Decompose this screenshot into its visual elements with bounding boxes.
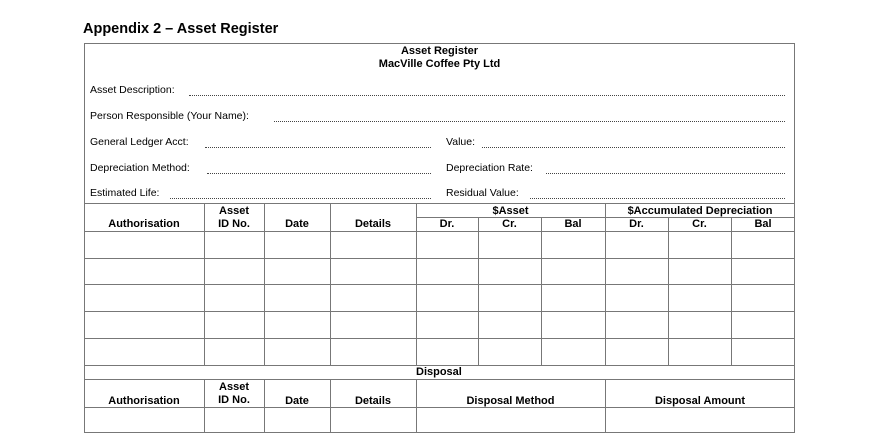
row-rule	[84, 338, 795, 339]
column-rule	[478, 217, 479, 365]
general-ledger-acct-field[interactable]	[205, 147, 431, 148]
col-authorisation: Authorisation	[108, 218, 180, 230]
depreciation-method-label: Depreciation Method:	[90, 162, 190, 174]
disposal-col-method: Disposal Method	[466, 395, 555, 407]
col-asset-group: $Asset	[492, 205, 529, 217]
col-asset-bal: Bal	[564, 218, 582, 230]
depreciation-rate-field[interactable]	[546, 173, 785, 174]
disposal-col-details: Details	[354, 395, 392, 407]
header-bottom-rule	[84, 231, 795, 232]
value-label: Value:	[446, 136, 475, 148]
value-field[interactable]	[482, 147, 785, 148]
person-responsible-label: Person Responsible (Your Name):	[90, 110, 249, 122]
register-heading: Asset Register	[400, 45, 479, 57]
depreciation-method-field[interactable]	[207, 173, 431, 174]
disposal-heading-rule	[84, 379, 795, 380]
col-date: Date	[285, 218, 309, 230]
estimated-life-field[interactable]	[170, 198, 431, 199]
row-rule	[84, 311, 795, 312]
row-rule	[84, 284, 795, 285]
row-rule	[84, 258, 795, 259]
column-rule	[668, 217, 669, 365]
col-asset-id-line2: ID No.	[218, 218, 250, 230]
col-asset-dr: Dr.	[439, 218, 455, 230]
disposal-col-authorisation: Authorisation	[108, 395, 180, 407]
disposal-col-amount: Disposal Amount	[654, 395, 746, 407]
general-ledger-acct-label: General Ledger Acct:	[90, 136, 189, 148]
column-rule	[731, 217, 732, 365]
col-asset-cr: Cr.	[502, 218, 517, 230]
asset-description-label: Asset Description:	[90, 84, 175, 96]
company-name: MacVille Coffee Pty Ltd	[378, 58, 501, 70]
col-asset-id-line1: Asset	[219, 205, 249, 217]
col-accum-bal: Bal	[754, 218, 772, 230]
table-top-rule	[84, 203, 795, 204]
col-accum-dr: Dr.	[629, 218, 644, 230]
page-title: Appendix 2 – Asset Register	[83, 21, 279, 37]
estimated-life-label: Estimated Life:	[90, 187, 160, 199]
disposal-header-rule	[84, 407, 795, 408]
disposal-heading: Disposal	[416, 366, 462, 378]
col-details: Details	[354, 218, 392, 230]
column-rule	[541, 217, 542, 365]
depreciation-rate-label: Depreciation Rate:	[446, 162, 533, 174]
col-accum-dep-group: $Accumulated Depreciation	[627, 205, 773, 217]
disposal-col-asset-id-line2: ID No.	[218, 394, 250, 406]
disposal-col-date: Date	[285, 395, 309, 407]
person-responsible-field[interactable]	[274, 121, 785, 122]
col-accum-cr: Cr.	[692, 218, 707, 230]
residual-value-field[interactable]	[530, 198, 785, 199]
disposal-col-asset-id-line1: Asset	[219, 381, 249, 393]
asset-description-field[interactable]	[189, 95, 785, 96]
residual-value-label: Residual Value:	[446, 187, 519, 199]
